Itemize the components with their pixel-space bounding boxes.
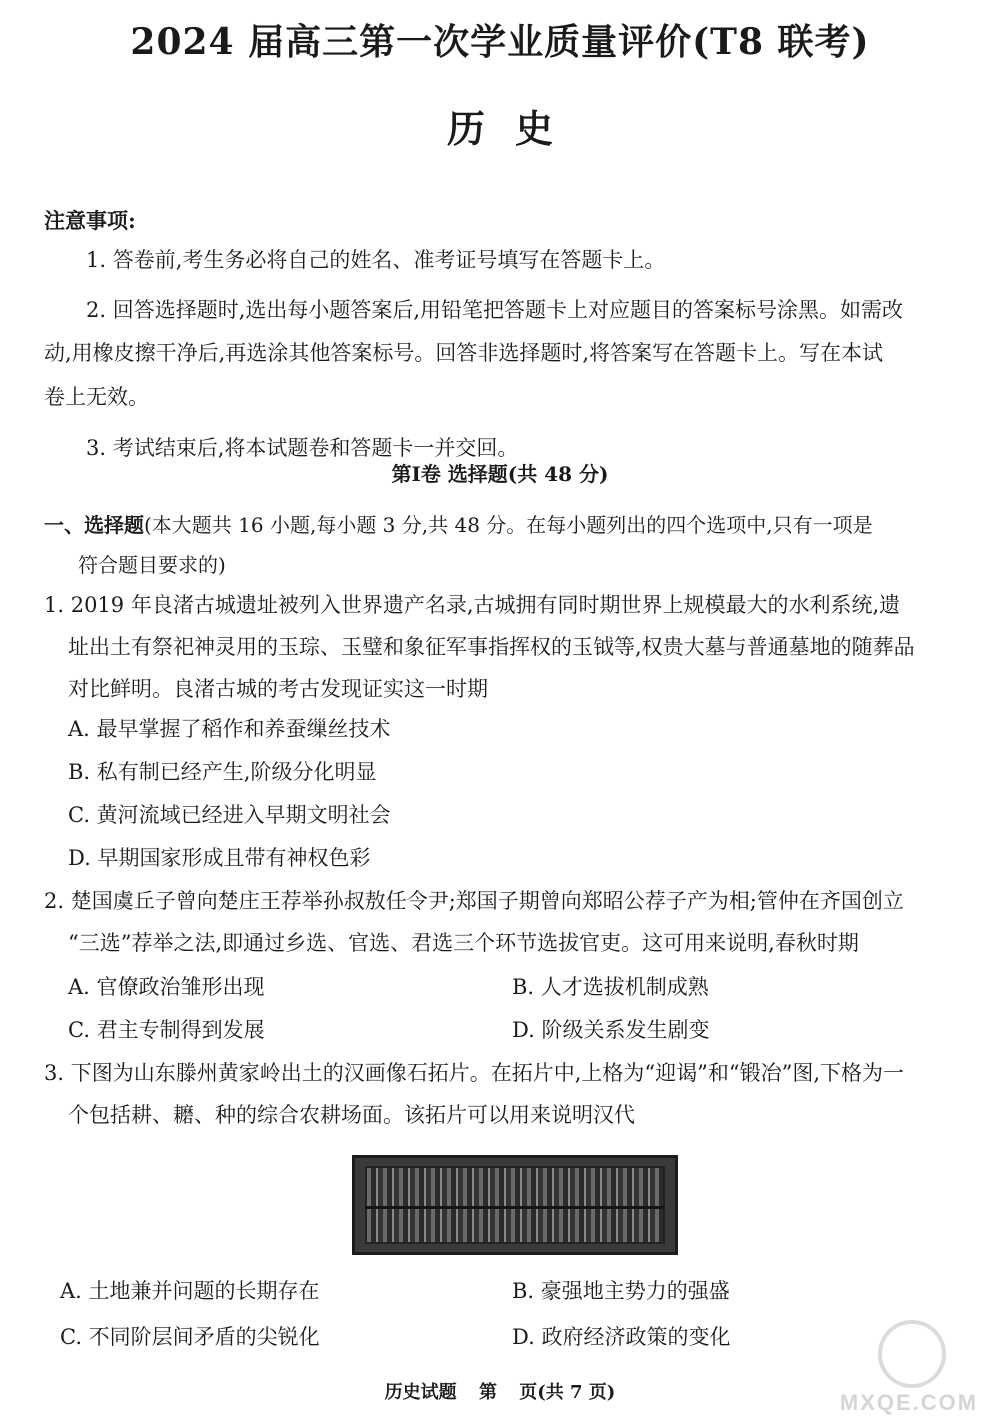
question-3-line-1: 3. 下图为山东滕州黄家岭出土的汉画像石拓片。在拓片中,上格为“迎谒”和“锻冶”图,下格为一 [44,1061,905,1085]
question-1-line-3: 对比鲜明。良渚古城的考古发现证实这一时期 [68,677,488,701]
exam-title: 2024 届高三第一次学业质量评价(T8 联考) [130,21,870,63]
notice-heading: 注意事项: [44,208,136,233]
notice-item-2b: 动,用橡皮擦干净后,再选涂其他答案标号。回答非选择题时,将答案写在答题卡上。写在本试 [44,341,884,365]
part-desc-a: (本大题共 16 小题,每小题 3 分,共 48 分。在每小题列出的四个选项中,只有一项是 [144,513,873,537]
rubbing-divider [365,1206,665,1209]
footer-left: 历史试题 [384,1382,457,1403]
footer-mid: 第 [478,1382,497,1403]
rubbing-texture [365,1166,665,1244]
question-2-stem [44,880,974,964]
site-watermark [828,1318,990,1416]
part-desc-b: 符合题目要求的) [78,553,226,577]
notice-block [44,210,964,481]
question-3-option-a: A. 土地兼并问题的长期存在 [60,1279,320,1303]
question-1-line-1: 1. 2019 年良渚古城遗址被列入世界遗产名录,古城拥有同时期世界上规模最大的水利系统,遗 [44,593,901,617]
section-title: 第Ⅰ卷 选择题(共 48 分) [391,462,609,486]
watermark-text: MXQE.COM [839,1390,979,1415]
notice-item-1: 1. 答卷前,考生务必将自己的姓名、准考证号填写在答题卡上。 [86,248,666,272]
question-2-option-d: D. 阶级关系发生剧变 [512,1018,710,1042]
question-2-line-1: 2. 楚国虞丘子曾向楚庄王荐举孙叔敖任令尹;郑国子期曾向郑昭公荐子产为相;管仲在齐国创立 [44,889,904,913]
part-label: 一、选择题 [44,513,144,537]
question-3-option-c: C. 不同阶层间矛盾的尖锐化 [60,1325,320,1349]
notice-item-3: 3. 考试结束后,将本试题卷和答题卡一并交回。 [86,436,519,460]
part-heading [44,505,974,585]
question-1-option-a: A. 最早掌握了稻作和养蚕缫丝技术 [68,717,391,741]
question-1-stem [44,584,974,710]
question-2-line-2: “三选”荐举之法,即通过乡选、官选、君选三个环节选拔官吏。这可用来说明,春秋时期 [68,931,859,955]
han-stone-rubbing-image [352,1155,678,1255]
footer-right: 页(共 7 页) [519,1382,616,1403]
notice-item-2c: 卷上无效。 [44,385,149,409]
subject-title: 历史 [446,106,583,151]
notice-item-2a: 2. 回答选择题时,选出每小题答案后,用铅笔把答题卡上对应题目的答案标号涂黑。如需改 [86,298,904,322]
question-3-line-2: 个包括耕、耱、种的综合农耕场面。该拓片可以用来说明汉代 [68,1103,635,1127]
question-2-option-b: B. 人才选拔机制成熟 [512,975,709,999]
watermark-logo-icon [878,1320,946,1388]
question-3-option-d: D. 政府经济政策的变化 [512,1325,731,1349]
question-3-stem [44,1052,974,1136]
question-1-option-b: B. 私有制已经产生,阶级分化明显 [68,760,377,784]
question-1-option-d: D. 早期国家形成且带有神权色彩 [68,846,371,870]
question-1-option-c: C. 黄河流域已经进入早期文明社会 [68,803,391,827]
question-3-option-b: B. 豪强地主势力的强盛 [512,1279,730,1303]
question-2-option-a: A. 官僚政治雏形出现 [68,975,265,999]
question-2-option-c: C. 君主专制得到发展 [68,1018,265,1042]
question-1-line-2: 址出土有祭祀神灵用的玉琮、玉璧和象征军事指挥权的玉钺等,权贵大墓与普通墓地的随葬品 [68,635,915,659]
